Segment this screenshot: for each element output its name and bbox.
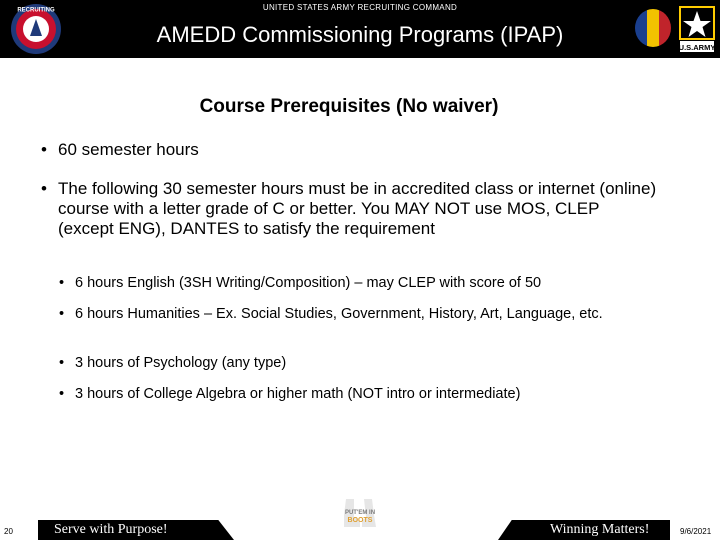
- boots-logo-top-text: PUT'EM IN: [344, 510, 376, 516]
- section-heading: Course Prerequisites (No waiver): [199, 96, 499, 117]
- slide-date: 9/6/2021: [680, 527, 712, 536]
- army-wordmark: U.S.ARMY: [678, 43, 716, 52]
- organization-name: UNITED STATES ARMY RECRUITING COMMAND: [262, 3, 458, 12]
- sub-bullet-item: • 3 hours of Psychology (any type): [75, 354, 665, 373]
- put-em-in-boots-logo-icon: [336, 497, 384, 531]
- motto-left: Serve with Purpose!: [54, 522, 168, 537]
- seal-text: RECRUITING: [17, 7, 55, 14]
- recruiting-seal-icon: [9, 3, 63, 55]
- sub-bullet-item: • 3 hours of College Algebra or higher math (NOT intro or intermediate): [75, 385, 665, 404]
- bullet-item: • 60 semester hours: [58, 140, 658, 160]
- us-army-star-logo-icon: [677, 4, 717, 54]
- motto-right: Winning Matters!: [550, 522, 650, 537]
- regimental-flag-icon: [634, 8, 672, 48]
- slide-title: AMEDD Commissioning Programs (IPAP): [156, 22, 564, 47]
- page-number: 20: [4, 527, 13, 536]
- boots-logo-bottom-text: BOOTS: [347, 517, 373, 524]
- bullet-item: • The following 30 semester hours must be in accredited class or internet (online) course with a letter grade of C or better. You MAY NOT use MOS, CLEP (except ENG), DANTES to satisfy the requirement: [58, 179, 658, 239]
- sub-bullet-item: • 6 hours English (3SH Writing/Composition) – may CLEP with score of 50: [75, 274, 665, 293]
- sub-bullet-item: • 6 hours Humanities – Ex. Social Studies, Government, History, Art, Language, etc.: [75, 305, 665, 324]
